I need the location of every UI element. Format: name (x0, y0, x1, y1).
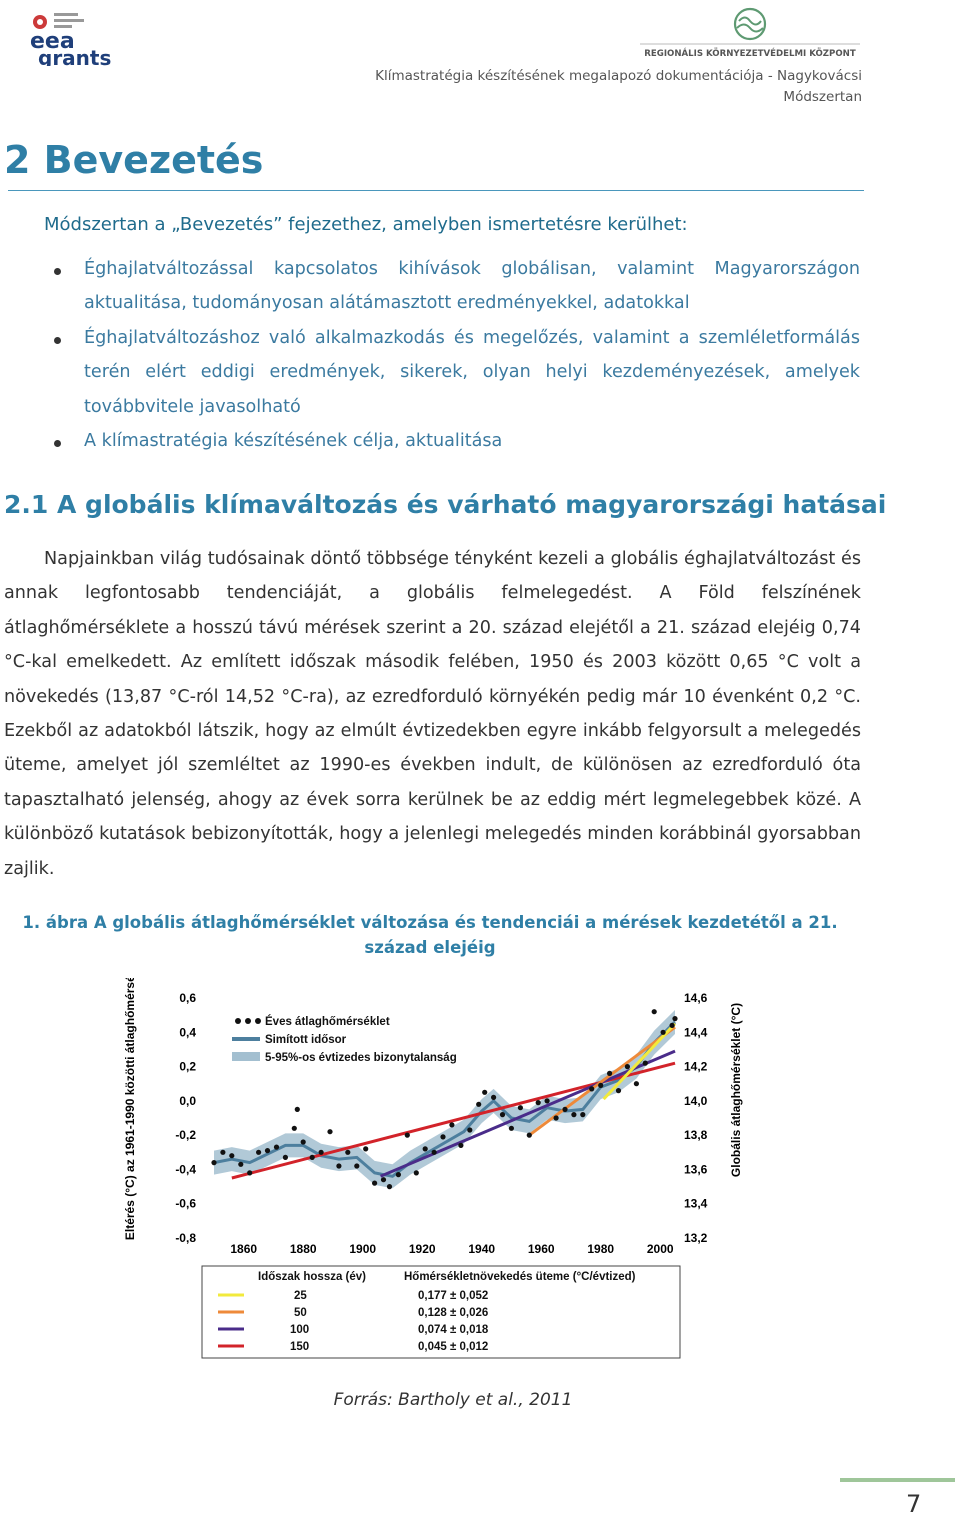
legend-dot-icon (255, 1018, 261, 1024)
y-tick-label-right: 14,2 (684, 1059, 708, 1074)
annual-point (589, 1086, 594, 1091)
trend-rate: 0,128 ± 0,026 (418, 1307, 489, 1319)
bullet-dot-icon (54, 268, 61, 275)
y-tick-label-right: 14,0 (684, 1093, 708, 1108)
annual-point (327, 1129, 332, 1134)
x-tick-label: 2000 (646, 1242, 674, 1256)
annual-point (467, 1127, 472, 1132)
annual-point (363, 1146, 368, 1151)
x-tick-label: 1860 (230, 1242, 258, 1256)
annual-point (509, 1126, 514, 1131)
y-tick-label-left: 0,0 (179, 1093, 196, 1108)
subsection-title: 2.1 A globális klímaváltozás és várható magyarországi hatásai (4, 490, 887, 519)
bullet-text: Éghajlatváltozással kapcsolatos kihívások globálisan, valamint Magyarországon aktualitása, tudományosan alátámasztott eredményekkel, adatokkal (84, 259, 860, 314)
annual-point (482, 1090, 487, 1095)
annual-point (432, 1150, 437, 1155)
bullet-text: Éghajlatváltozáshoz való alkalmazkodás és megelőzés, valamint a szemléletformálás terén elért eddigi eredmények, sikerek, olyan helyi kezdeményezések, amelyek továbbvitele javasolható (84, 327, 860, 417)
trend-rate: 0,045 ± 0,012 (418, 1341, 489, 1353)
bullet-item (50, 252, 860, 321)
bullet-text: A klímastratégia készítésének célja, aktualitása (84, 431, 503, 452)
x-tick-label: 1980 (587, 1242, 615, 1256)
y-tick-label-right: 14,4 (684, 1025, 708, 1040)
x-tick-label: 1880 (289, 1242, 317, 1256)
annual-point (527, 1133, 532, 1138)
chart-legend (226, 1008, 488, 1070)
annual-point (554, 1115, 559, 1120)
section-title: 2 Bevezetés (4, 138, 264, 182)
annual-point (562, 1107, 567, 1112)
annual-point (449, 1122, 454, 1127)
y-tick-label-left: 0,2 (179, 1059, 196, 1074)
legend-label: 5-95%-os évtizedes bizonytalanság (265, 1052, 457, 1064)
y-ticks-left (175, 991, 196, 1245)
annual-point (643, 1061, 648, 1066)
trend-table-header-rate: Hőmérsékletnövekedés üteme (°C/évtized) (404, 1271, 636, 1283)
annual-point (372, 1181, 377, 1186)
org-name: REGIONÁLIS KÖRNYEZETVÉDELMI KÖZPONT (644, 49, 856, 59)
bullet-item (50, 424, 860, 458)
annual-point (661, 1030, 666, 1035)
y-tick-label-right: 13,2 (684, 1231, 708, 1245)
annual-point (476, 1102, 481, 1107)
y-tick-label-right: 13,6 (684, 1162, 708, 1177)
y-tick-label-right: 14,6 (684, 991, 708, 1005)
annual-point (229, 1153, 234, 1158)
bullet-list (50, 252, 860, 458)
annual-point (319, 1150, 324, 1155)
annual-point (607, 1071, 612, 1076)
section-intro: Módszertan a „Bevezetés” fejezethez, amelyben ismertetésre kerülhet: (44, 214, 688, 235)
annual-point (625, 1064, 630, 1069)
annual-point (405, 1133, 410, 1138)
legend-label: Éves átlaghőmérséklet (265, 1016, 390, 1028)
figure-source: Forrás: Bartholy et al., 2011 (333, 1390, 573, 1410)
annual-point (247, 1170, 252, 1175)
y-tick-label-left: -0,2 (175, 1128, 196, 1143)
x-tick-label: 1940 (468, 1242, 496, 1256)
y-ticks-right (684, 991, 708, 1245)
y-axis-label-left: Eltérés (°C) az 1961-1990 közötti átlaghőmérséklettől (123, 978, 137, 1241)
annual-point (265, 1148, 270, 1153)
temperature-chart (118, 978, 750, 1360)
trend-table (202, 1266, 680, 1358)
annual-point (238, 1162, 243, 1167)
y-tick-label-right: 13,4 (684, 1196, 708, 1211)
annual-point (545, 1098, 550, 1103)
x-tick-label: 1960 (527, 1242, 555, 1256)
annual-point (672, 1016, 677, 1021)
annual-point (301, 1139, 306, 1144)
annual-point (652, 1009, 657, 1014)
x-ticks (230, 1242, 674, 1256)
trend-period: 150 (290, 1341, 310, 1353)
annual-point (345, 1150, 350, 1155)
annual-point (387, 1184, 392, 1189)
annual-point (414, 1170, 419, 1175)
rec-logo (640, 6, 860, 60)
bullet-dot-icon (54, 440, 61, 447)
annual-point (396, 1172, 401, 1177)
legend-band-icon (232, 1052, 260, 1061)
legend-dot-icon (245, 1018, 251, 1024)
annual-point (274, 1145, 279, 1150)
annual-point (491, 1095, 496, 1100)
annual-point (458, 1143, 463, 1148)
annual-point (354, 1163, 359, 1168)
trend-table-header-period: Időszak hossza (év) (258, 1271, 367, 1283)
eea-grants-logo (28, 8, 138, 66)
legend-label: Simított idősor (265, 1034, 347, 1046)
annual-point (295, 1107, 300, 1112)
y-axis-label-right: Globális átlaghőmérséklet (°C) (729, 1002, 743, 1178)
y-tick-label-left: -0,8 (175, 1231, 196, 1245)
annual-point (616, 1088, 621, 1093)
annual-point (292, 1126, 297, 1131)
page-number: 7 (906, 1490, 922, 1518)
annual-point (440, 1134, 445, 1139)
y-tick-label-left: 0,6 (179, 991, 196, 1005)
footer-rule (840, 1478, 955, 1482)
trend-period: 100 (290, 1324, 310, 1336)
y-tick-label-right: 13,8 (684, 1128, 708, 1143)
trend-period: 25 (294, 1290, 307, 1302)
eea-logo-word2: grants (38, 46, 112, 66)
annual-point (256, 1150, 261, 1155)
bullet-dot-icon (54, 337, 61, 344)
annual-point (518, 1105, 523, 1110)
section-title-rule (8, 190, 864, 191)
header-doc-subtitle: Módszertan (783, 89, 862, 105)
y-tick-label-left: -0,6 (175, 1196, 196, 1211)
annual-point (571, 1112, 576, 1117)
y-tick-label-left: -0,4 (175, 1162, 196, 1177)
annual-point (670, 1023, 675, 1028)
eea-logo-word1: eea (30, 29, 75, 54)
trend-rate: 0,074 ± 0,018 (418, 1324, 489, 1336)
bullet-item (50, 321, 860, 424)
annual-point (211, 1160, 216, 1165)
annual-point (220, 1150, 225, 1155)
annual-point (598, 1083, 603, 1088)
annual-point (283, 1155, 288, 1160)
x-tick-label: 1900 (349, 1242, 377, 1256)
figure-caption: 1. ábra A globális átlaghőmérséklet változása és tendenciái a mérések kezdetétől a 21. század elejéig (22, 913, 838, 957)
trend-rate: 0,177 ± 0,052 (418, 1290, 489, 1302)
header-doc-title: Klímastratégia készítésének megalapozó dokumentációja - Nagykovácsi (375, 68, 862, 84)
annual-point (580, 1112, 585, 1117)
annual-point (536, 1100, 541, 1105)
y-tick-label-left: 0,4 (179, 1025, 196, 1040)
annual-point (310, 1155, 315, 1160)
body-paragraph: Napjainkban világ tudósainak döntő többsége tényként kezeli a globális éghajlatváltozást és annak legfontosabb tendenciáját, a globális felmelegedést. A Föld felszínének átlaghőmérséklete a hosszú távú mérések szerint a 20. század elejétől a 21. század elejéig 0,74 °C-kal emelkedett. Az említett időszak második felében, 1950 és 2003 között 0,65 °C volt a növekedés (13,87 °C-ról 14,52 °C-ra), az ezredforduló környékén pedig már 10 évenként 0,2 °C. Ezekből az adatokból látszik, hogy az elmúlt évtizedekben egyre inkább felgyorsult a melegedés üteme, amelyet jól szemléltet az 1990-es években indult, de különösen az ezredforduló óta tapasztalható jelenség, ahogy az évek sorra kerülnek be az eddig mért legmelegebbek közé. A különböző kutatások bebizonyították, hogy a jelenlegi melegedés minden korábbinál gyorsabban zajlik. (4, 549, 861, 879)
trend-period: 50 (294, 1307, 307, 1319)
annual-point (500, 1112, 505, 1117)
x-tick-label: 1920 (408, 1242, 436, 1256)
annual-point (423, 1146, 428, 1151)
annual-point (634, 1081, 639, 1086)
annual-point (381, 1177, 386, 1182)
annual-point (336, 1163, 341, 1168)
legend-dot-icon (235, 1018, 241, 1024)
